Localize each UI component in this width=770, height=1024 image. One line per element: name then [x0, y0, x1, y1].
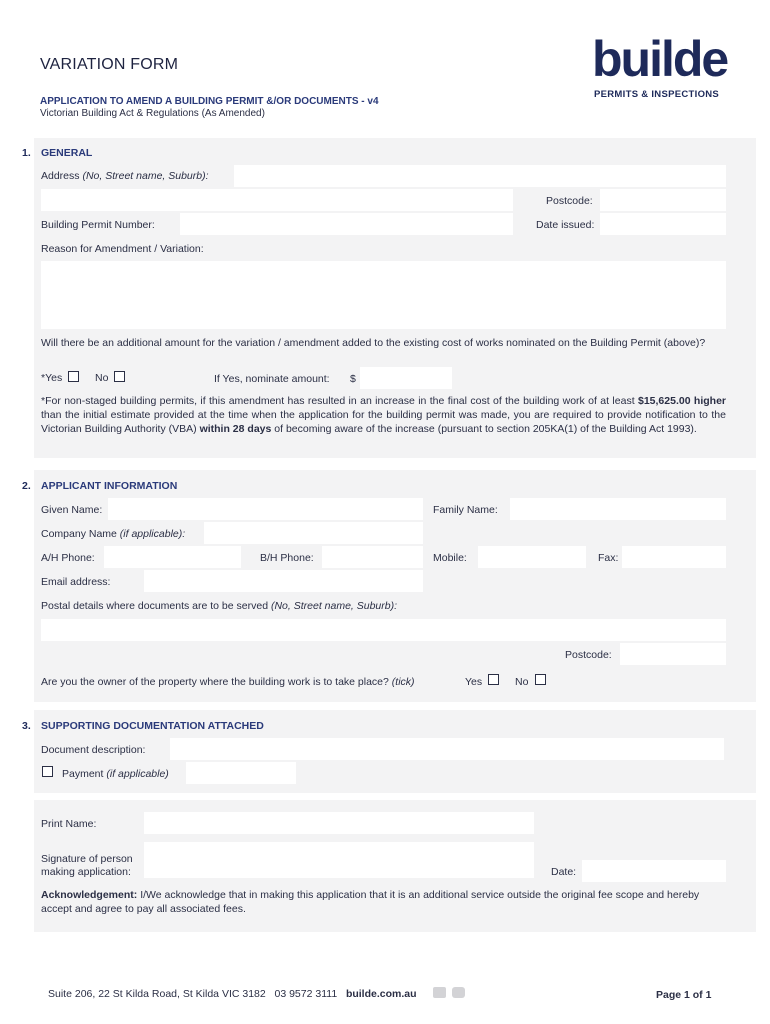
payment-label: Payment (if applicable)	[62, 768, 169, 780]
postal-postcode-label: Postcode:	[565, 649, 612, 661]
section-3-heading: SUPPORTING DOCUMENTATION ATTACHED	[41, 720, 264, 732]
given-name-label: Given Name:	[41, 504, 103, 516]
date-issued-label: Date issued:	[536, 219, 595, 231]
mobile-label: Mobile:	[433, 552, 467, 564]
instagram-icon[interactable]	[452, 987, 465, 998]
section-1-number: 1.	[22, 147, 31, 159]
section-1-heading: GENERAL	[41, 147, 93, 159]
acknowledgement-text: Acknowledgement: I/We acknowledge that in making this application that it is an additional service outside the original fee scope and hereby accept and agree to pay all associated fees.	[41, 889, 700, 915]
no-checkbox[interactable]	[114, 371, 125, 382]
reason-label: Reason for Amendment / Variation:	[41, 243, 204, 255]
given-name-field[interactable]	[108, 498, 423, 520]
print-name-label: Print Name:	[41, 818, 97, 830]
mobile-field[interactable]	[478, 546, 586, 568]
signoff-date-label: Date:	[551, 866, 577, 878]
builde-logo: builde	[592, 31, 728, 87]
email-field[interactable]	[144, 570, 423, 592]
owner-no-checkbox[interactable]	[535, 674, 546, 685]
payment-field[interactable]	[186, 762, 296, 784]
company-label: Company Name (if applicable):	[41, 528, 186, 540]
currency-symbol: $	[350, 373, 356, 385]
fax-label: Fax:	[598, 552, 619, 564]
doc-description-label: Document description:	[41, 744, 146, 756]
form-subtitle: APPLICATION TO AMEND A BUILDING PERMIT &/OR DOCUMENTS - v4	[40, 96, 379, 107]
amount-field[interactable]	[360, 367, 452, 389]
section-2-heading: APPLICANT INFORMATION	[41, 480, 178, 492]
address-field-line1[interactable]	[234, 165, 726, 187]
family-name-field[interactable]	[510, 498, 726, 520]
fax-field[interactable]	[622, 546, 726, 568]
owner-yes-checkbox[interactable]	[488, 674, 499, 685]
footer-contact	[48, 988, 417, 1000]
yes-label: *Yes	[41, 372, 63, 384]
owner-no-label: No	[515, 676, 529, 688]
company-field[interactable]	[204, 522, 423, 544]
footer-address: Suite 206, 22 St Kilda Road, St Kilda VIC 3182	[48, 988, 266, 1000]
address-label: Address (No, Street name, Suburb):	[41, 170, 209, 182]
payment-checkbox[interactable]	[42, 766, 53, 777]
signature-label: Signature of person making application:	[41, 853, 133, 878]
section-3-number: 3.	[22, 720, 31, 732]
permit-number-label: Building Permit Number:	[41, 219, 155, 231]
permit-number-field[interactable]	[180, 213, 513, 235]
bh-phone-field[interactable]	[322, 546, 423, 568]
email-label: Email address:	[41, 576, 111, 588]
reason-field[interactable]	[41, 261, 726, 329]
vba-notification-note: *For non-staged building permits, if this amendment has resulted in an increase in the final cost of the building work of at least $15,625.00 higher than the initial estimate provided at the time when the application for the building permit was made, you are required to provide notification to the Victorian Building Authority (VBA) within 28 days of becoming aware of the increase (pursuant to section 205KA(1) of the Building Act 1993).	[41, 395, 726, 435]
act-line: Victorian Building Act & Regulations (As Amended)	[40, 108, 265, 119]
logo-tagline: PERMITS & INSPECTIONS	[594, 89, 720, 100]
postal-postcode-field[interactable]	[620, 643, 726, 665]
yes-checkbox[interactable]	[68, 371, 79, 382]
additional-amount-question: Will there be an additional amount for the variation / amendment added to the existing cost of works nominated on the Building Permit (above)?	[41, 337, 706, 349]
no-label: No	[95, 372, 109, 384]
postcode-field[interactable]	[600, 189, 726, 211]
signature-field[interactable]	[144, 842, 534, 878]
postcode-label: Postcode:	[546, 195, 593, 207]
postal-label: Postal details where documents are to be served (No, Street name, Suburb):	[41, 600, 398, 612]
linkedin-icon[interactable]	[433, 987, 446, 998]
print-name-field[interactable]	[144, 812, 534, 834]
signoff-date-field[interactable]	[582, 860, 726, 882]
bh-phone-label: B/H Phone:	[260, 552, 314, 564]
owner-yes-label: Yes	[465, 676, 483, 688]
footer-website[interactable]: builde.com.au	[345, 988, 417, 1000]
footer-phone: 03 9572 3111	[274, 988, 338, 1000]
ah-phone-label: A/H Phone:	[41, 552, 95, 564]
form-title: VARIATION FORM	[40, 56, 179, 73]
amount-label: If Yes, nominate amount:	[214, 373, 330, 385]
family-name-label: Family Name:	[433, 504, 498, 516]
date-issued-field[interactable]	[600, 213, 726, 235]
ah-phone-field[interactable]	[104, 546, 241, 568]
section-2-number: 2.	[22, 480, 31, 492]
owner-question: Are you the owner of the property where the building work is to take place? (tick)	[41, 676, 415, 688]
address-field-line2[interactable]	[41, 189, 513, 211]
page-number: Page 1 of 1	[656, 989, 712, 1001]
postal-field-line1[interactable]	[41, 619, 726, 641]
doc-description-field[interactable]	[170, 738, 724, 760]
